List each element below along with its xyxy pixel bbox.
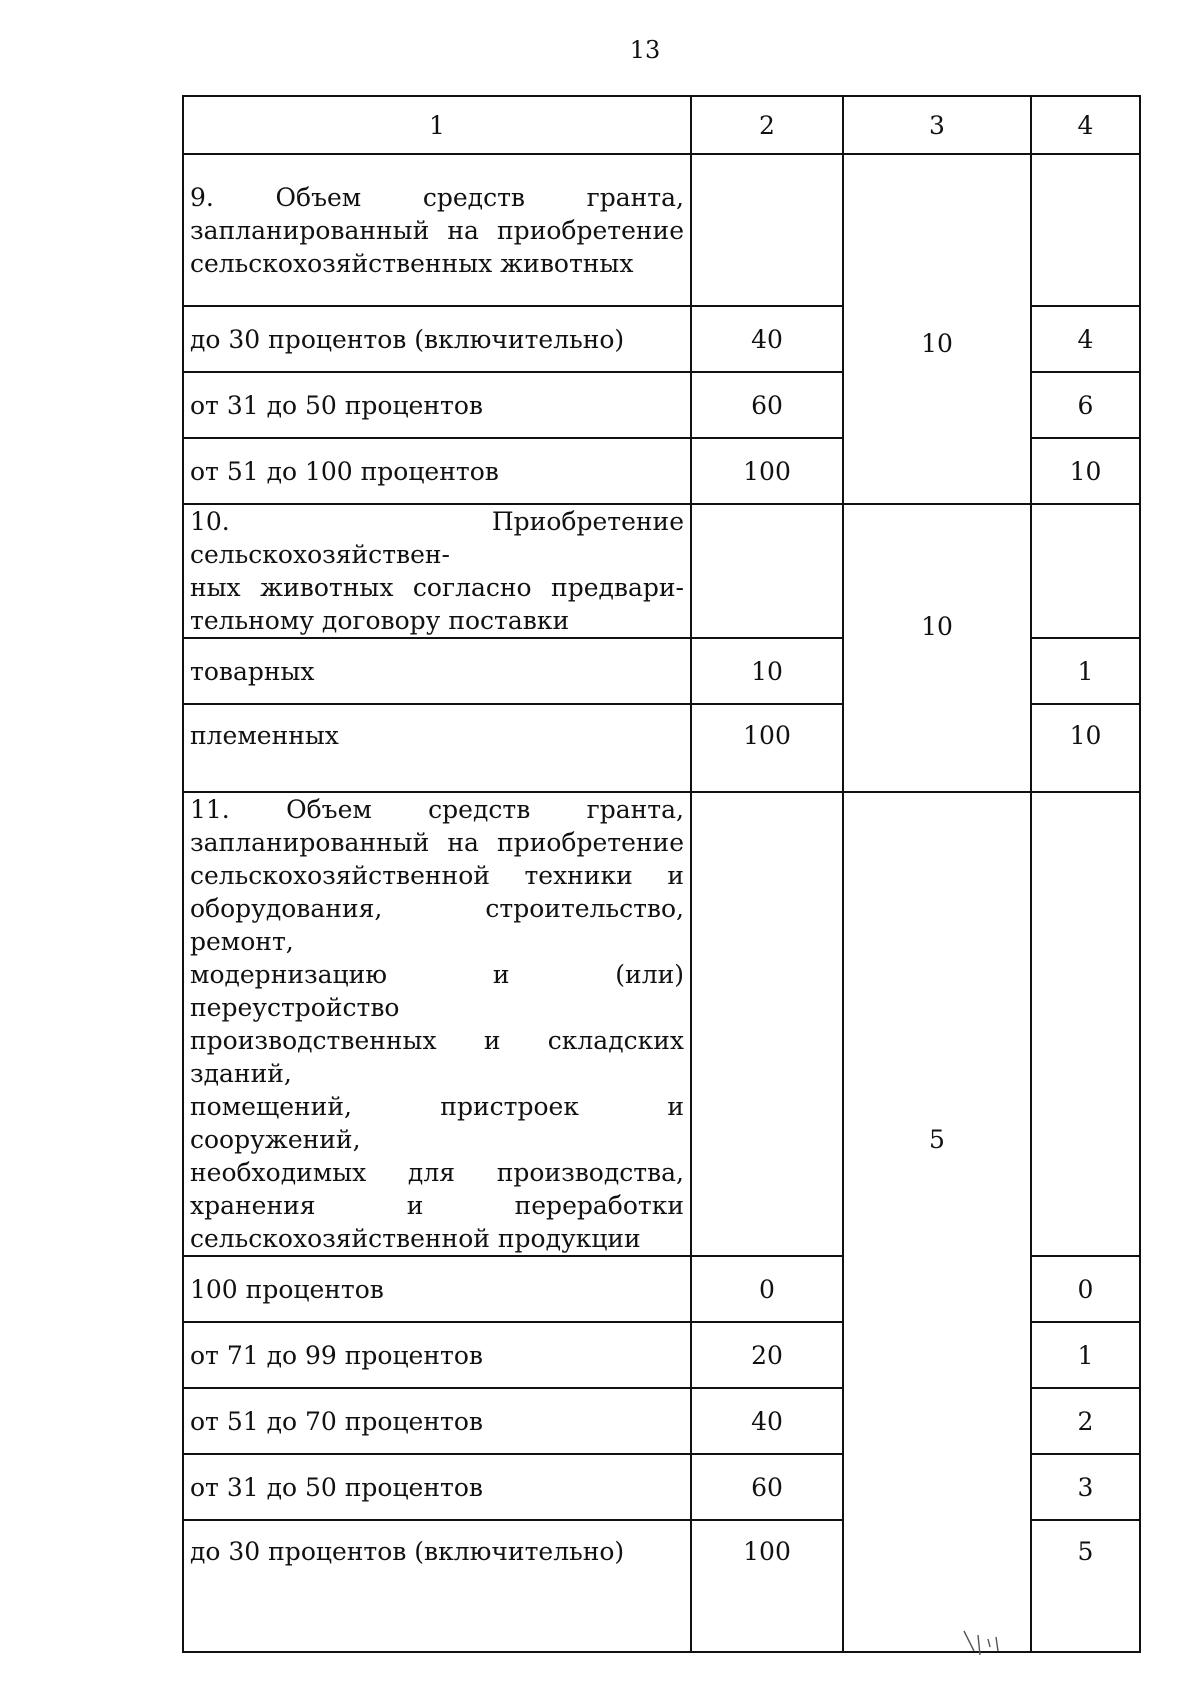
row-label: товарных <box>183 638 691 704</box>
section-11-title-line: помещений, пристроек и сооружений, <box>190 1092 684 1154</box>
pen-mark-scribble <box>960 1625 1030 1665</box>
section-11-title-line: модернизацию и (или) переустройство <box>190 960 684 1022</box>
row-col2: 100 <box>691 704 843 792</box>
row-col4: 2 <box>1031 1388 1140 1454</box>
header-cell-1: 1 <box>183 96 691 154</box>
section-11-title-line: сельскохозяйственной продукции <box>190 1224 641 1253</box>
row-col4: 5 <box>1031 1520 1140 1652</box>
section-11-title-line: оборудования, строительство, ремонт, <box>190 894 684 956</box>
section-10-title-line: 10. Приобретение сельскохозяйствен- <box>190 507 684 569</box>
row-col2: 60 <box>691 372 843 438</box>
row-col4: 1 <box>1031 638 1140 704</box>
row-col2: 60 <box>691 1454 843 1520</box>
row-col4: 1 <box>1031 1322 1140 1388</box>
row-label: от 31 до 50 процентов <box>183 372 691 438</box>
section-9-title-row <box>183 154 1140 306</box>
row-label: от 31 до 50 процентов <box>183 1454 691 1520</box>
row-col4: 10 <box>1031 704 1140 792</box>
row-label: от 71 до 99 процентов <box>183 1322 691 1388</box>
section-10-title-row <box>183 504 1140 638</box>
criteria-table <box>182 95 1141 1653</box>
row-col2: 10 <box>691 638 843 704</box>
row-col4: 6 <box>1031 372 1140 438</box>
section-11-title-line: запланированный на приобретение <box>190 828 684 857</box>
section-10-title-line: тельному договору поставки <box>190 606 570 635</box>
row-col2: 40 <box>691 1388 843 1454</box>
row-col2: 20 <box>691 1322 843 1388</box>
section-9-col4-empty <box>1031 154 1140 306</box>
row-label: от 51 до 70 процентов <box>183 1388 691 1454</box>
section-11-title <box>183 792 691 1256</box>
row-label: племенных <box>183 704 691 792</box>
section-10-title <box>183 504 691 638</box>
row-col4: 10 <box>1031 438 1140 504</box>
header-cell-3: 3 <box>843 96 1031 154</box>
section-11-title-row <box>183 792 1140 1256</box>
section-9-title <box>183 154 691 306</box>
section-10-score: 10 <box>843 504 1031 792</box>
row-col2: 100 <box>691 1520 843 1652</box>
row-label: до 30 процентов (включительно) <box>183 1520 691 1652</box>
section-11-score: 5 <box>843 792 1031 1652</box>
page-number: 13 <box>629 36 661 64</box>
row-label: до 30 процентов (включительно) <box>183 306 691 372</box>
row-col2: 100 <box>691 438 843 504</box>
row-col2: 0 <box>691 1256 843 1322</box>
row-col4: 3 <box>1031 1454 1140 1520</box>
section-10-col2-empty <box>691 504 843 638</box>
header-cell-4: 4 <box>1031 96 1140 154</box>
section-11-title-line: 11. Объем средств гранта, <box>190 795 684 824</box>
section-11-title-line: хранения и переработки <box>190 1191 684 1220</box>
header-cell-2: 2 <box>691 96 843 154</box>
row-label: от 51 до 100 процентов <box>183 438 691 504</box>
row-col4: 4 <box>1031 306 1140 372</box>
section-9-title-line: 9. Объем средств гранта, <box>190 182 684 212</box>
row-col2: 40 <box>691 306 843 372</box>
section-11-title-line: производственных и складских зданий, <box>190 1026 684 1088</box>
section-11-title-line: сельскохозяйственной техники и <box>190 861 684 890</box>
section-9-title-line: запланированный на приобретение <box>190 215 684 245</box>
section-11-title-line: необходимых для производства, <box>190 1158 684 1187</box>
header-row <box>183 96 1140 154</box>
row-label: 100 процентов <box>183 1256 691 1322</box>
section-11-col2-empty <box>691 792 843 1256</box>
section-10-col4-empty <box>1031 504 1140 638</box>
section-9-title-line: сельскохозяйственных животных <box>190 248 634 278</box>
section-10-title-line: ных животных согласно предвари- <box>190 573 684 602</box>
section-9-score: 10 <box>843 154 1031 504</box>
row-col4: 0 <box>1031 1256 1140 1322</box>
section-11-col4-empty <box>1031 792 1140 1256</box>
section-9-col2-empty <box>691 154 843 306</box>
